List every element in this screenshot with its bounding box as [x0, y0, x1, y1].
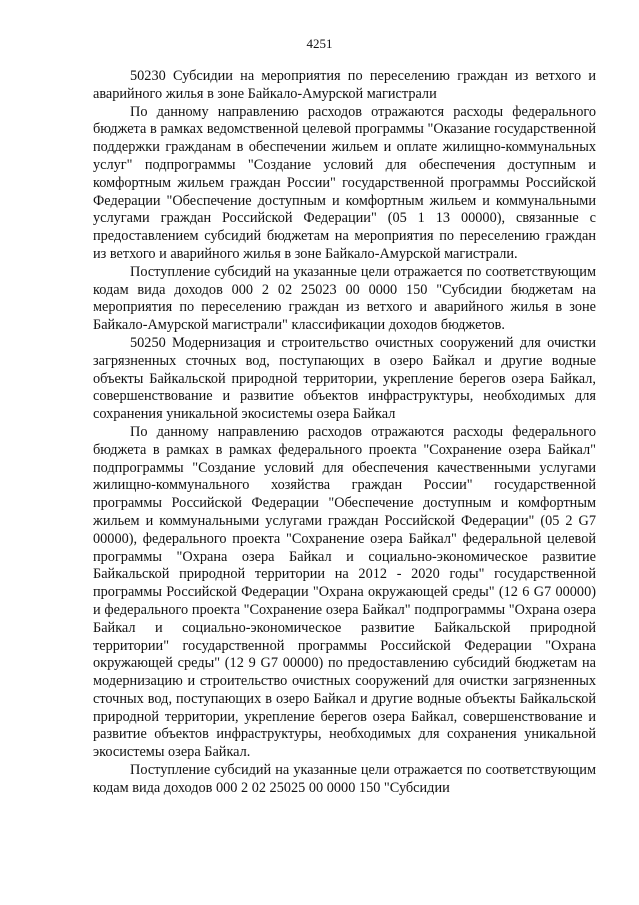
paragraph-50250-expenses: По данному направлению расходов отражаются расходы федерального бюджета в рамках в рамках федерального проекта "Сохранение озера Байкал" подпрограммы "Создание условий для обеспечения качественными услугами жилищно-коммунального хозяйства граждан России" государственной программы Российской Федерации "Обеспечение доступным и комфортным жильем и коммунальными услугами граждан Российской Федерации" (05 2 G7 00000), федерального проекта "Сохранение озера Байкал" федеральной целевой программы "Охрана озера Байкал и социально-экономическое развитие Байкальской природной территории на 2012 - 2020 годы" государственной программы Российской Федерации "Охрана окружающей среды" (12 6 G7 00000) и федерального проекта "Сохранение озера Байкал" подпрограммы "Охрана озера Байкал и социально-экономическое развитие Байкальской природной территории" государственной программы Российской Федерации "Охрана окружающей среды" (12 9 G7 00000) по предоставлению субсидий бюджетам на модернизацию и строительство очистных сооружений для очистки загрязненных сточных вод, поступающих в озеро Байкал и другие водные объекты Байкальской природной территории, укрепление берегов озера Байкал, совершенствование и развитие объектов инфраструктуры, необходимых для сохранения уникальной экосистемы озера Байкал. [93, 423, 596, 761]
paragraph-50230-revenues: Поступление субсидий на указанные цели отражается по соответствующим кодам вида доходов 000 2 02 25023 00 0000 150 "Субсидии бюджетам на мероприятия по переселению граждан из ветхого и аварийного жилья в зоне Байкало-Амурской магистрали" классификации доходов бюджетов. [93, 263, 596, 334]
paragraph-50230-expenses: По данному направлению расходов отражаются расходы федерального бюджета в рамках ведомственной целевой программы "Оказание государственной поддержки гражданам в обеспечении жильем и оплате жилищно-коммунальных услуг" подпрограммы "Создание условий для обеспечения доступным и комфортным жильем граждан России" государственной программы Российской Федерации "Обеспечение доступным и комфортным жильем и коммунальными услугами граждан Российской Федерации" (05 1 13 00000), связанные с предоставлением субсидий бюджетам на мероприятия по переселению граждан из ветхого и аварийного жилья в зоне Байкало-Амурской магистрали. [93, 103, 596, 262]
paragraph-50250-revenues: Поступление субсидий на указанные цели отражается по соответствующим кодам вида доходов 000 2 02 25025 00 0000 150 "Субсидии [93, 762, 596, 796]
paragraph-50230-heading: 50230 Субсидии на мероприятия по переселению граждан из ветхого и аварийного жилья в зоне Байкало-Амурской магистрали [93, 68, 596, 102]
paragraph-50250-heading: 50250 Модернизация и строительство очистных сооружений для очистки загрязненных сточных вод, поступающих в озеро Байкал и другие водные объекты Байкальской природной территории, укрепление берегов озера Байкал, совершенствование и развитие объектов инфраструктуры, необходимых для сохранения уникальной экосистемы озера Байкал [93, 334, 596, 423]
document-body [93, 68, 596, 798]
page-number: 4251 [306, 36, 333, 51]
